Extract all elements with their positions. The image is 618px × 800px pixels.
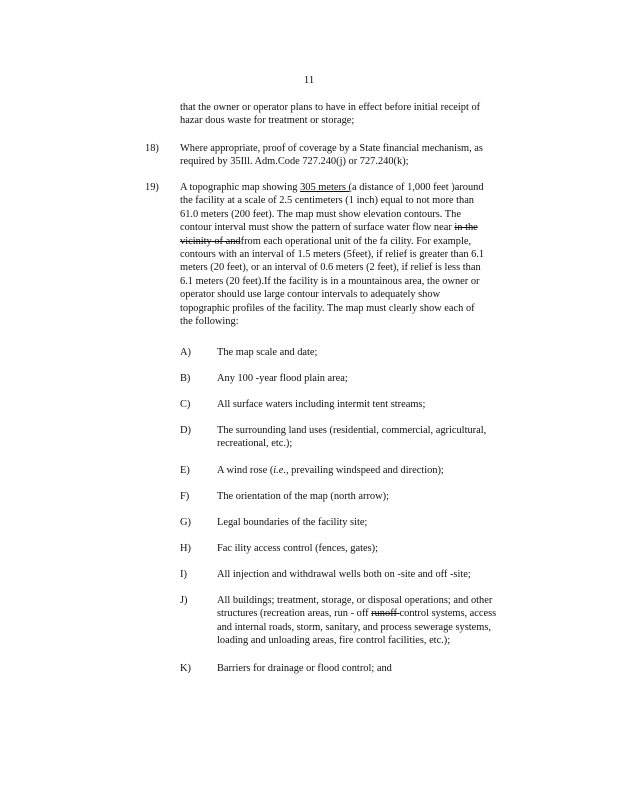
page-number: 11 [303, 74, 315, 86]
strikethrough-deletion: in the [454, 222, 478, 234]
item-line: operator should use large contour intervals to adequately show [180, 289, 441, 301]
item-line: contour interval must show the pattern of surface water flow near in the [180, 222, 478, 234]
item-line: the following: [180, 316, 239, 328]
intro-line: that the owner or operator plans to have in effect before initial receipt of [180, 102, 481, 113]
item-line: contours with an interval of 1.5 meters (5feet), if relief is greater than 6.1 [180, 249, 485, 261]
intro-paragraph [180, 101, 530, 128]
document-page: 11 that the owner or operator plans to have in effect before initial receipt of hazar dous waste for treatment or storage; 18) Where appropriate, proof of coverage by a State financial mechanism, as required by 35Ill. Adm.Code 727.240(j) or 727.240(k); 19) A topographic map showing 305 meters (a distance of 1,000 feet )around the facility at a scale of 2.5 centimeters (1 inch) equal to not more than 61.0 meters (200 feet). The map must show elevation contours. The contour interval must show the pattern of surface water flow near in the vicinity of andfrom each operational unit of the fa cility. For example, contours with an interval of 1.5 meters (5feet), if relief is greater than 6.1 meters (20 feet), or an interval of 0.6 meters (2 feet), if relief is less than 6.1 meters (20 feet).If the facility is in a mountainous area, the owner or operator should use large contour intervals to adequately show topographic profiles of the facility. The map must clearly show each of the following: A) The map scale and date; B) Any 100 -year flood plain area; C) All surface waters including intermit tent streams; D) The surrounding land uses (residential, commercial, agricultural, recreational, etc.); E) A wind rose (i.e., prevailing windspeed and direction); F) The orientation of the map (north arrow); G) Legal boundaries of the facility site; H) Fac ility access control (fences, gates); I) All injection and withdrawal wells both on -site and off -site; J) All buildings; treatment, storage, or disposal operations; and other structures (recreation areas, run - off runoff control systems, access and internal roads, storm, sanitary, and process sewerage systems, loading and unloading areas, fire control facilities, etc.); K) Barriers for drainage or flood control; and [0, 0, 618, 800]
item-line: 61.0 meters (200 feet). The map must show elevation contours. The [180, 208, 461, 220]
item-line: A topographic map showing 305 meters (a distance of 1,000 feet )around [180, 182, 484, 193]
item-line: the facility at a scale of 2.5 centimeters (1 inch) equal to not more than [180, 195, 475, 207]
strikethrough-deletion: runoff [371, 608, 400, 620]
item-line: required by 35Ill. Adm.Code 727.240(j) or 727.240(k); [180, 156, 409, 168]
item-line: topographic profiles of the facility. The map must clearly show each of [180, 302, 475, 314]
item-line: vicinity of andfrom each operational unit of the fa cility. For example, [180, 235, 472, 247]
item-line: meters (20 feet), or an interval of 0.6 meters (2 feet), if relief is less than [180, 262, 481, 274]
item-number: 18) [145, 143, 159, 154]
item-19 [145, 181, 530, 328]
item-line: 6.1 meters (20 feet).If the facility is in a mountainous area, the owner or [180, 275, 480, 287]
item-line: Where appropriate, proof of coverage by a State financial mechanism, as [180, 143, 483, 154]
strikethrough-deletion: vicinity of and [180, 235, 241, 247]
underlined-insertion: 305 meters ( [300, 182, 353, 193]
intro-line: hazar dous waste for treatment or storage; [180, 115, 355, 127]
item-18 [145, 142, 530, 169]
item-number: 19) [145, 182, 159, 193]
